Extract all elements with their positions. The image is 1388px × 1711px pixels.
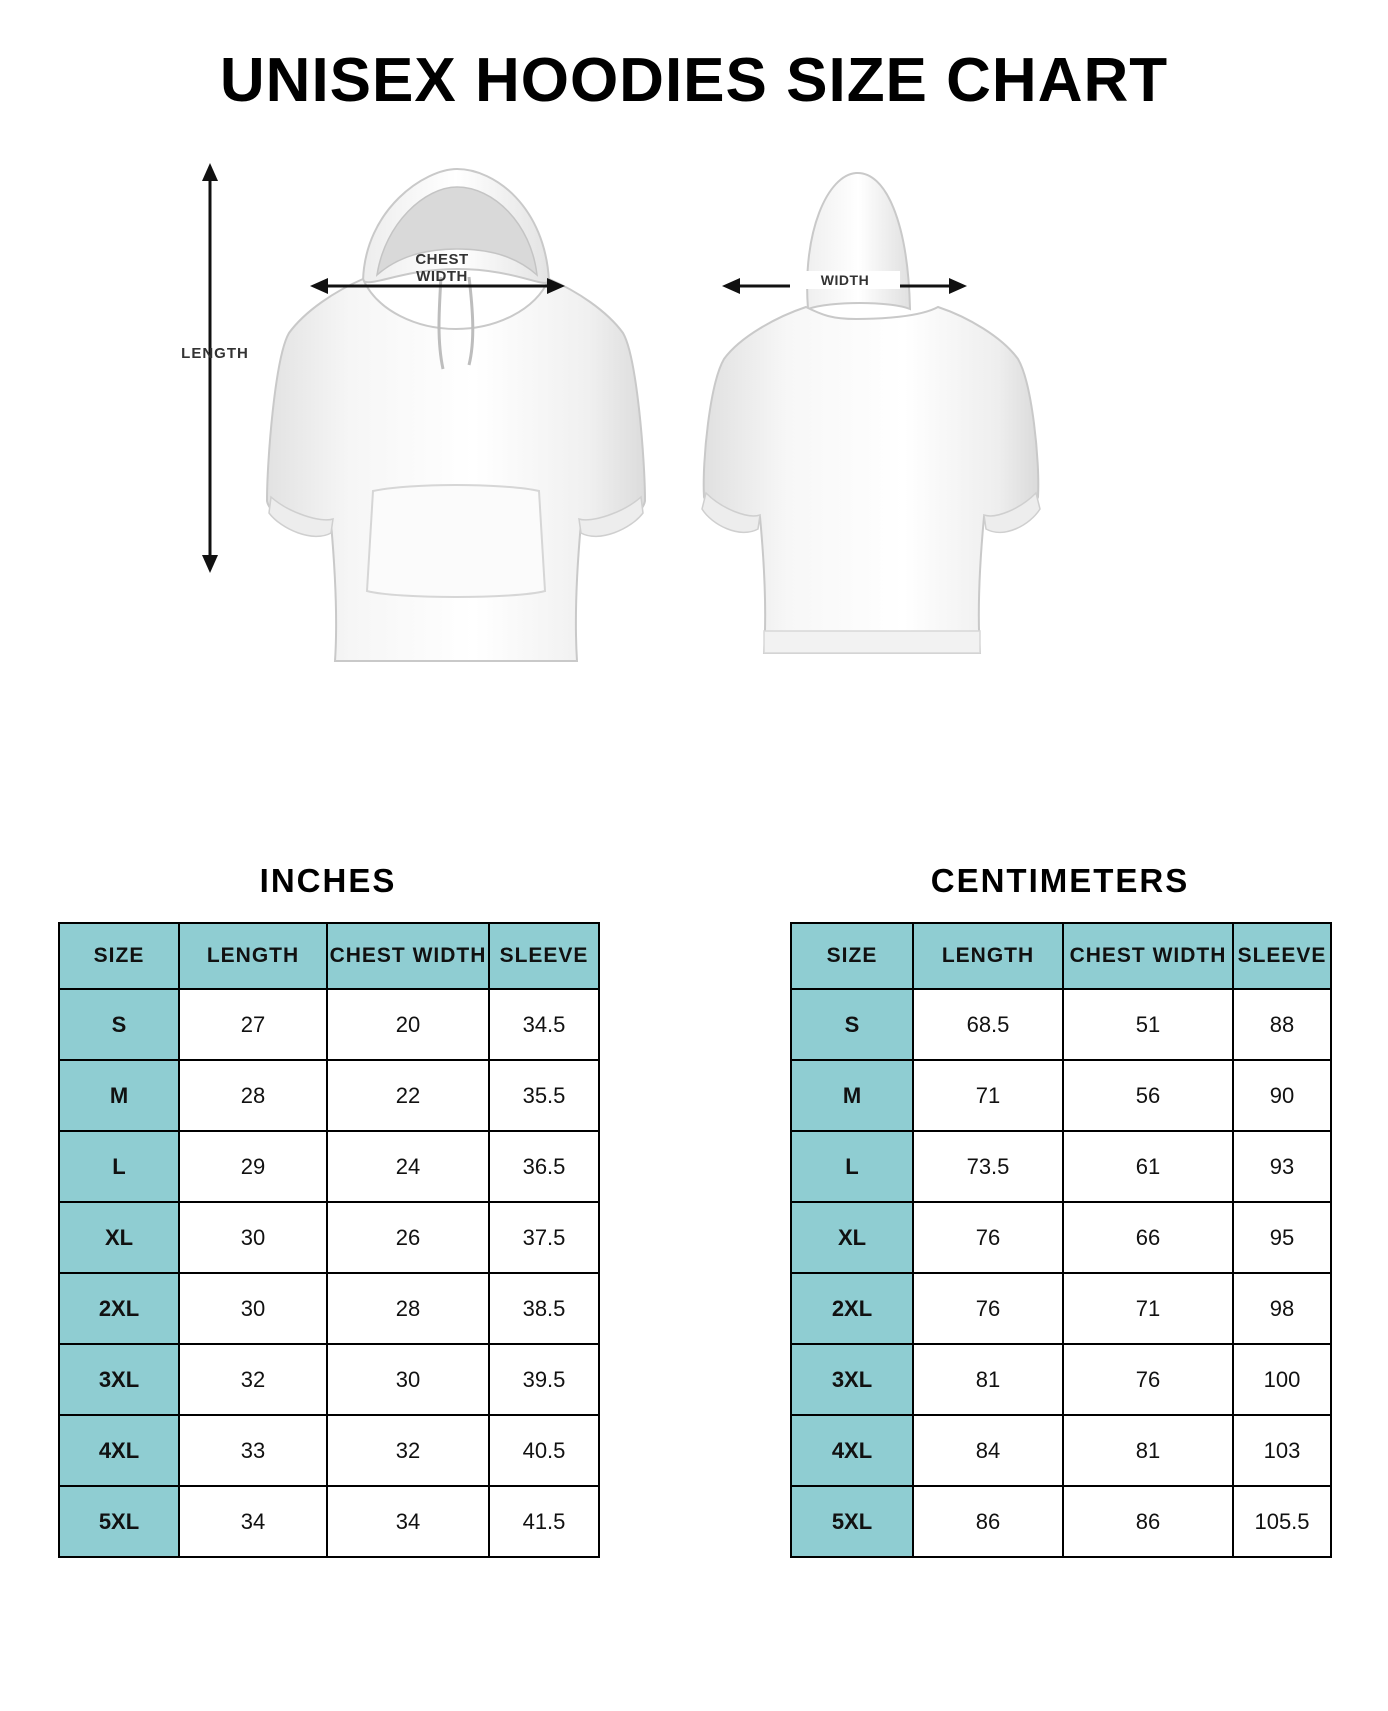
- cell-chest-width: 30: [327, 1344, 489, 1415]
- cell-size: 5XL: [59, 1486, 179, 1557]
- cell-sleeve: 88: [1233, 989, 1331, 1060]
- column-header-sleeve: SLEEVE: [1233, 923, 1331, 989]
- cell-length: 27: [179, 989, 327, 1060]
- cell-size: XL: [791, 1202, 913, 1273]
- page-title: UNISEX HOODIES SIZE CHART: [219, 46, 1169, 115]
- column-header-length: LENGTH: [913, 923, 1063, 989]
- cell-size: 2XL: [59, 1273, 179, 1344]
- cell-size: 4XL: [791, 1415, 913, 1486]
- hoodie-back-view: [680, 161, 1060, 661]
- chest-label-line-2: WIDTH: [416, 268, 468, 286]
- cell-size: 4XL: [59, 1415, 179, 1486]
- cell-sleeve: 90: [1233, 1060, 1331, 1131]
- chest-width-measure-label: [372, 251, 512, 286]
- cell-sleeve: 37.5: [489, 1202, 599, 1273]
- table-row: [791, 1202, 1331, 1273]
- inches-table-caption: INCHES: [259, 862, 397, 899]
- cell-chest-width: 32: [327, 1415, 489, 1486]
- column-header-chest-width: CHEST WIDTH: [1063, 923, 1233, 989]
- table-row: [59, 1415, 599, 1486]
- cell-size: XL: [59, 1202, 179, 1273]
- cell-size: S: [791, 989, 913, 1060]
- cell-length: 30: [179, 1202, 327, 1273]
- cell-chest-width: 66: [1063, 1202, 1233, 1273]
- chest-label-line-1: CHEST: [415, 251, 469, 269]
- cell-chest-width: 71: [1063, 1273, 1233, 1344]
- table-row: [791, 1344, 1331, 1415]
- hoodie-illustration-area: [0, 153, 1388, 753]
- table-row: [59, 1202, 599, 1273]
- table-row: [59, 989, 599, 1060]
- cell-sleeve: 100: [1233, 1344, 1331, 1415]
- cell-sleeve: 41.5: [489, 1486, 599, 1557]
- cell-length: 71: [913, 1060, 1063, 1131]
- cell-sleeve: 34.5: [489, 989, 599, 1060]
- column-header-sleeve: SLEEVE: [489, 923, 599, 989]
- cell-chest-width: 34: [327, 1486, 489, 1557]
- cell-sleeve: 93: [1233, 1131, 1331, 1202]
- inches-table-block: [58, 862, 598, 1558]
- cell-chest-width: 22: [327, 1060, 489, 1131]
- table-row: [791, 1060, 1331, 1131]
- cell-chest-width: 24: [327, 1131, 489, 1202]
- cell-length: 84: [913, 1415, 1063, 1486]
- table-row: [791, 1486, 1331, 1557]
- table-row: [59, 1486, 599, 1557]
- cell-length: 68.5: [913, 989, 1063, 1060]
- cell-sleeve: 35.5: [489, 1060, 599, 1131]
- cell-size: M: [59, 1060, 179, 1131]
- table-row: [59, 1273, 599, 1344]
- column-header-size: SIZE: [59, 923, 179, 989]
- centimeters-size-table: [790, 922, 1332, 1558]
- cell-chest-width: 86: [1063, 1486, 1233, 1557]
- table-row: [791, 1131, 1331, 1202]
- cell-length: 86: [913, 1486, 1063, 1557]
- cell-length: 30: [179, 1273, 327, 1344]
- table-header-row: [59, 923, 599, 989]
- cell-chest-width: 61: [1063, 1131, 1233, 1202]
- cell-sleeve: 40.5: [489, 1415, 599, 1486]
- cell-length: 33: [179, 1415, 327, 1486]
- cell-chest-width: 28: [327, 1273, 489, 1344]
- cell-sleeve: 36.5: [489, 1131, 599, 1202]
- size-tables: [0, 862, 1388, 1558]
- cell-chest-width: 81: [1063, 1415, 1233, 1486]
- cell-chest-width: 76: [1063, 1344, 1233, 1415]
- table-row: [791, 1415, 1331, 1486]
- cell-sleeve: 95: [1233, 1202, 1331, 1273]
- cell-size: 3XL: [59, 1344, 179, 1415]
- cell-sleeve: 103: [1233, 1415, 1331, 1486]
- cell-chest-width: 20: [327, 989, 489, 1060]
- cell-length: 28: [179, 1060, 327, 1131]
- cell-length: 32: [179, 1344, 327, 1415]
- table-row: [59, 1060, 599, 1131]
- table-row: [59, 1344, 599, 1415]
- width-measure-label: WIDTH: [790, 271, 900, 289]
- cell-length: 73.5: [913, 1131, 1063, 1202]
- cell-length: 81: [913, 1344, 1063, 1415]
- cell-size: 2XL: [791, 1273, 913, 1344]
- hoodie-front-view: [245, 161, 665, 681]
- cell-size: M: [791, 1060, 913, 1131]
- column-header-length: LENGTH: [179, 923, 327, 989]
- cell-size: L: [791, 1131, 913, 1202]
- length-measure-label: LENGTH: [181, 345, 249, 363]
- cell-chest-width: 26: [327, 1202, 489, 1273]
- length-measure-arrow: [180, 163, 240, 573]
- column-header-chest-width: CHEST WIDTH: [327, 923, 489, 989]
- cell-size: L: [59, 1131, 179, 1202]
- cell-length: 34: [179, 1486, 327, 1557]
- centimeters-table-block: [790, 862, 1330, 1558]
- cell-sleeve: 105.5: [1233, 1486, 1331, 1557]
- cell-size: 5XL: [791, 1486, 913, 1557]
- cell-size: 3XL: [791, 1344, 913, 1415]
- cell-sleeve: 98: [1233, 1273, 1331, 1344]
- column-header-size: SIZE: [791, 923, 913, 989]
- table-row: [791, 989, 1331, 1060]
- cell-length: 29: [179, 1131, 327, 1202]
- inches-size-table: [58, 922, 600, 1558]
- cell-length: 76: [913, 1202, 1063, 1273]
- cell-chest-width: 51: [1063, 989, 1233, 1060]
- table-header-row: [791, 923, 1331, 989]
- centimeters-table-caption: CENTIMETERS: [930, 862, 1190, 899]
- cell-sleeve: 39.5: [489, 1344, 599, 1415]
- table-row: [791, 1273, 1331, 1344]
- cell-length: 76: [913, 1273, 1063, 1344]
- cell-sleeve: 38.5: [489, 1273, 599, 1344]
- cell-size: S: [59, 989, 179, 1060]
- table-row: [59, 1131, 599, 1202]
- cell-chest-width: 56: [1063, 1060, 1233, 1131]
